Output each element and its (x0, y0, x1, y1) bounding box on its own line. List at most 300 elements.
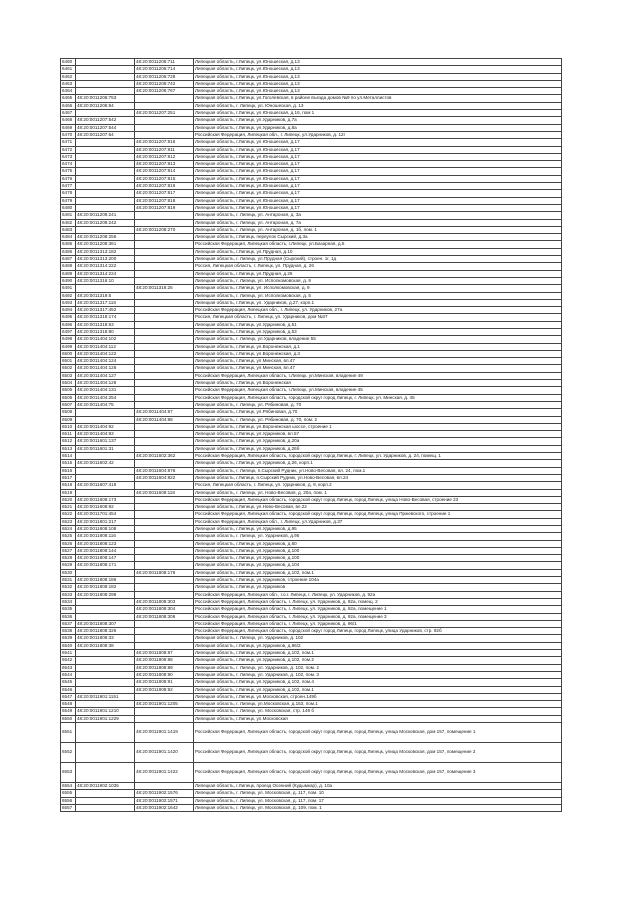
row-number-cell: 6539 (61, 635, 76, 642)
table-row (61, 234, 562, 241)
row-number-cell: 6542 (61, 657, 76, 664)
address-cell: Липецкая область, г. Липецк, ул. Московская, д. 117, пом. 17 (194, 797, 562, 804)
land-cadastral-cell (76, 190, 135, 197)
table-row (61, 256, 562, 263)
row-number-cell: 6491 (61, 285, 76, 292)
address-cell: Липецкая область, г.Липецк, ул.Ударников (194, 584, 562, 591)
address-cell: Липецкая область, г.Липецк, проезд Осенний (Кудымкар), д. 10а (194, 783, 562, 790)
row-number-cell: 6476 (61, 175, 76, 182)
building-cadastral-cell (135, 241, 194, 248)
row-number-cell: 6546 (61, 686, 76, 693)
address-cell: Липецкая область, г. Липецк, ул. Ударников, д.95 (194, 533, 562, 540)
address-cell: Липецкая область, г.Липецк, ул.Юношеская, д.17 (194, 175, 562, 182)
building-cadastral-cell (135, 482, 194, 489)
land-cadastral-cell: 48:20:0011602:42 (76, 460, 135, 467)
row-number-cell: 6506 (61, 394, 76, 401)
land-cadastral-cell: 48:20:0011317:118 (76, 299, 135, 306)
building-cadastral-cell: 48:20:0011404:88 (135, 416, 194, 423)
land-cadastral-cell: 48:20:0011404:122 (76, 350, 135, 357)
land-cadastral-cell: 48:20:0011208:242 (76, 219, 135, 226)
address-cell: Липецкая область, г.Липецк, ул.Юношеская, д.13 (194, 88, 562, 95)
table-row (61, 526, 562, 533)
land-cadastral-cell: 48:20:0011607:418 (76, 482, 135, 489)
row-number-cell: 6496 (61, 321, 76, 328)
table-row (61, 797, 562, 804)
building-cadastral-cell (135, 642, 194, 649)
row-number-cell: 6471 (61, 139, 76, 146)
building-cadastral-cell (135, 526, 194, 533)
land-cadastral-cell: 48:20:0011901:1210 (76, 708, 135, 715)
land-cadastral-cell: 48:20:0011902:1035 (76, 783, 135, 790)
land-cadastral-cell (76, 168, 135, 175)
table-row (61, 117, 562, 124)
land-cadastral-cell: 48:20:0011808:144 (76, 547, 135, 554)
address-cell: Липецкая область, г.Липецк, ул.Воронежская (194, 380, 562, 387)
row-number-cell: 6509 (61, 416, 76, 423)
building-cadastral-cell: 48:20:0011206:711 (135, 59, 194, 66)
address-cell: Липецкая область, г. Липецк, ул. Антароная, д. 1б, пом. 1 (194, 226, 562, 233)
land-cadastral-cell (76, 657, 135, 664)
land-cadastral-cell: 48:20:0011404:92 (76, 423, 135, 430)
table-row (61, 401, 562, 408)
address-cell: Липецкая область, г.Липецк, ул.Ударников, д.100 (194, 547, 562, 554)
land-cadastral-cell (76, 679, 135, 686)
table-row (61, 679, 562, 686)
table-row (61, 139, 562, 146)
table-row (61, 423, 562, 430)
row-number-cell: 6502 (61, 365, 76, 372)
table-row (61, 540, 562, 547)
building-cadastral-cell: 48:20:0011604:876 (135, 467, 194, 474)
building-cadastral-cell (135, 445, 194, 452)
land-cadastral-cell (76, 723, 135, 743)
address-cell: Липецкая область, г.Липецк, ул.Московская (194, 715, 562, 722)
address-cell: Липецкая область, г. Липецк, ул. Ударников, д. 102 (194, 635, 562, 642)
address-cell: Липецкая область, г.Липецк, ул.Юношеская, д.17 (194, 190, 562, 197)
land-cadastral-cell: 48:20:0011313:182 (76, 248, 135, 255)
row-number-cell: 6525 (61, 533, 76, 540)
land-cadastral-cell (76, 569, 135, 576)
table-row (61, 804, 562, 811)
address-cell: Липецкая область, г.Липецк, ул.Минская, вл.47 (194, 365, 562, 372)
row-number-cell: 6497 (61, 328, 76, 335)
table-row (61, 328, 562, 335)
row-number-cell: 6470 (61, 131, 76, 138)
table-row (61, 263, 562, 270)
row-number-cell: 6507 (61, 401, 76, 408)
table-row (61, 467, 562, 474)
row-number-cell: 6529 (61, 562, 76, 569)
table-row (61, 102, 562, 109)
land-cadastral-cell: 48:20:0011901:1229 (76, 715, 135, 722)
address-cell: Липецкая область, г.Липецк, ул.Рябиновая, д.70 (194, 409, 562, 416)
registry-table-body (61, 59, 562, 812)
table-row (61, 664, 562, 671)
address-cell: Российская Федерация, Липецкая обл., г. Липецк, ул.Ударников, д. 12г (194, 131, 562, 138)
address-cell: Липецкая область, г. Липецк, ул. Московская, д. 117, пом. 10 (194, 790, 562, 797)
building-cadastral-cell (135, 365, 194, 372)
building-cadastral-cell: 48:20:0011808:87 (135, 650, 194, 657)
building-cadastral-cell (135, 555, 194, 562)
land-cadastral-cell: 48:20:0011404:75 (76, 401, 135, 408)
row-number-cell: 6552 (61, 743, 76, 763)
address-cell: Липецкая область, г. Липецк, ул. Антароная, д. 3а (194, 212, 562, 219)
land-cadastral-cell: 48:20:0011601:31 (76, 445, 135, 452)
address-cell: Россия, Липецкая область, г. Липецк, ул. Прудная, д. 26 (194, 263, 562, 270)
land-cadastral-cell: 48:20:0011608:173 (76, 496, 135, 503)
building-cadastral-cell: 48:20:0011206:728 (135, 73, 194, 80)
building-cadastral-cell: 48:20:0011808:90 (135, 671, 194, 678)
table-row (61, 591, 562, 598)
building-cadastral-cell (135, 628, 194, 635)
building-cadastral-cell (135, 343, 194, 350)
row-number-cell: 6504 (61, 380, 76, 387)
address-cell: Российская Федерация, Липецкая область, городской округ город Липецк, г. Липецк, ул. Ударников, д. 24, помещ. 1 (194, 453, 562, 460)
building-cadastral-cell: 48:20:0011808:304 (135, 606, 194, 613)
row-number-cell: 6520 (61, 496, 76, 503)
row-number-cell: 6514 (61, 453, 76, 460)
land-cadastral-cell: 48:20:0011208:361 (76, 241, 135, 248)
land-cadastral-cell (76, 285, 135, 292)
building-cadastral-cell (135, 394, 194, 401)
building-cadastral-cell: 48:20:0011808:306 (135, 613, 194, 620)
row-number-cell: 6538 (61, 628, 76, 635)
address-cell: Липецкая область, г.Липецк, ул.Ударников, д.20а (194, 438, 562, 445)
land-cadastral-cell (76, 467, 135, 474)
row-number-cell: 6472 (61, 146, 76, 153)
row-number-cell: 6541 (61, 650, 76, 657)
address-cell: Российская Федерация, Липецкая область, г.Липецк, ул.Минская, владение 45 (194, 387, 562, 394)
building-cadastral-cell: 48:20:0011207:811 (135, 146, 194, 153)
building-cadastral-cell (135, 708, 194, 715)
row-number-cell: 6480 (61, 204, 76, 211)
land-cadastral-cell: 48:20:0011206:753 (76, 95, 135, 102)
address-cell: Липецкая область, г.Липецк, ул.Прудная, д.26 (194, 270, 562, 277)
land-cadastral-cell: 48:20:0011404:124 (76, 358, 135, 365)
table-row (61, 708, 562, 715)
address-cell: Россия, Липецкая область, г. Липецк, ул. Ударников, дом №37 (194, 314, 562, 321)
row-number-cell: 6479 (61, 197, 76, 204)
table-row (61, 73, 562, 80)
building-cadastral-cell: 48:20:0011901:1420 (135, 743, 194, 763)
row-number-cell: 6536 (61, 613, 76, 620)
address-cell: Липецкая область, г.Липецк, ул.Гоголевская, в районе въезда домов №9 по ул.Металлистов (194, 95, 562, 102)
building-cadastral-cell (135, 496, 194, 503)
row-number-cell: 6493 (61, 299, 76, 306)
land-cadastral-cell: 48:20:0011808:186 (76, 577, 135, 584)
building-cadastral-cell (135, 263, 194, 270)
address-cell: Российская Федерация, Липецкая область, городской округ город Липецк, город Липецк, улица Московская, дом 157, помещение 3 (194, 763, 562, 783)
address-cell: Липецкая область, г.Липецк, ул.Воронежская, д.3 (194, 350, 562, 357)
table-row (61, 175, 562, 182)
building-cadastral-cell (135, 562, 194, 569)
land-cadastral-cell: 48:20:0011808:116 (76, 533, 135, 540)
address-cell: Липецкая область, г. Липецк, ул.Прудная (Сырский), строен. 1г, 1д (194, 256, 562, 263)
row-number-cell: 6544 (61, 671, 76, 678)
address-cell: Липецкая область, г.Липецк, ул.Юношеская, д.13 (194, 66, 562, 73)
building-cadastral-cell: 48:20:0011901:1205 (135, 701, 194, 708)
address-cell: Липецкая область, г. Липецк, ул. Рябиновая, д. 70 (194, 401, 562, 408)
row-number-cell: 6465 (61, 95, 76, 102)
building-cadastral-cell (135, 438, 194, 445)
building-cadastral-cell (135, 95, 194, 102)
building-cadastral-cell (135, 124, 194, 131)
building-cadastral-cell: 48:20:0011902:1642 (135, 804, 194, 811)
land-cadastral-cell: 48:20:0011208:256 (76, 234, 135, 241)
row-number-cell: 6486 (61, 248, 76, 255)
address-cell: Липецкая область, г. Липецк, ул. Юношеская, д. 13 (194, 102, 562, 109)
table-row (61, 204, 562, 211)
table-row (61, 628, 562, 635)
land-cadastral-cell (76, 701, 135, 708)
building-cadastral-cell: 48:20:0011808:176 (135, 569, 194, 576)
row-number-cell: 6543 (61, 664, 76, 671)
row-number-cell: 6462 (61, 73, 76, 80)
land-cadastral-cell (76, 489, 135, 496)
address-cell: Липецкая область, г.Липецк, ул.Ново-Весовая, вл.22 (194, 504, 562, 511)
table-row (61, 715, 562, 722)
address-cell: Липецкая область, г. Липецк, ул. Рябиновая, д. 70, пом. 2 (194, 416, 562, 423)
land-cadastral-cell: 48:20:0011319:5 (76, 292, 135, 299)
row-number-cell: 6548 (61, 701, 76, 708)
building-cadastral-cell (135, 212, 194, 219)
row-number-cell: 6519 (61, 489, 76, 496)
row-number-cell: 6498 (61, 336, 76, 343)
table-row (61, 701, 562, 708)
table-row (61, 314, 562, 321)
building-cadastral-cell: 48:20:0011602:362 (135, 453, 194, 460)
land-cadastral-cell (76, 161, 135, 168)
table-row (61, 394, 562, 401)
building-cadastral-cell: 48:20:0011207:816 (135, 139, 194, 146)
row-number-cell: 6478 (61, 190, 76, 197)
building-cadastral-cell (135, 387, 194, 394)
table-row (61, 95, 562, 102)
address-cell: Липецкая область, г.Липецк, ул.Юношеская, д.17 (194, 197, 562, 204)
land-cadastral-cell: 48:20:0011808:298 (76, 591, 135, 598)
land-cadastral-cell: 48:20:0011808:147 (76, 555, 135, 562)
table-row (61, 547, 562, 554)
address-cell: Липецкая область, г.Липецк, ул.Ударников, д.100 (194, 555, 562, 562)
table-row (61, 350, 562, 357)
address-cell: Российская Федерация, Липецкая обл., г.о.г. Липецк, г. Липецк, ул. Ударников, д. 92а (194, 591, 562, 598)
row-number-cell: 6549 (61, 708, 76, 715)
table-row (61, 358, 562, 365)
table-row (61, 650, 562, 657)
building-cadastral-cell (135, 219, 194, 226)
table-row (61, 380, 562, 387)
table-row (61, 285, 562, 292)
row-number-cell: 6555 (61, 790, 76, 797)
land-cadastral-cell: 48:20:0011404:112 (76, 343, 135, 350)
land-cadastral-cell (76, 73, 135, 80)
address-cell: Липецкая область, г. Липецк, ул. Московская, д. 109, пом. 1 (194, 804, 562, 811)
land-cadastral-cell: 48:20:0011316:10 (76, 277, 135, 284)
row-number-cell: 6485 (61, 241, 76, 248)
registry-table (60, 58, 562, 812)
building-cadastral-cell (135, 270, 194, 277)
row-number-cell: 6487 (61, 256, 76, 263)
table-row (61, 635, 562, 642)
land-cadastral-cell: 48:20:0011701:454 (76, 511, 135, 518)
row-number-cell: 6483 (61, 226, 76, 233)
table-row (61, 416, 562, 423)
row-number-cell: 6477 (61, 183, 76, 190)
table-row (61, 598, 562, 605)
land-cadastral-cell: 48:20:0011314:222 (76, 263, 135, 270)
land-cadastral-cell (76, 80, 135, 87)
land-cadastral-cell: 48:20:0011808:171 (76, 562, 135, 569)
land-cadastral-cell (76, 66, 135, 73)
building-cadastral-cell (135, 518, 194, 525)
table-row (61, 66, 562, 73)
land-cadastral-cell (76, 650, 135, 657)
row-number-cell: 6531 (61, 577, 76, 584)
address-cell: Липецкая область, г. Липецк, ул. Ударников, д. 102, пом. 3 (194, 671, 562, 678)
row-number-cell: 6475 (61, 168, 76, 175)
address-cell: Липецкая область, г.Липецк, ул.Ударников, д.7а (194, 117, 562, 124)
row-number-cell: 6510 (61, 423, 76, 430)
table-row (61, 790, 562, 797)
building-cadastral-cell: 48:20:0011207:816 (135, 183, 194, 190)
building-cadastral-cell: 48:20:0011902:1571 (135, 797, 194, 804)
row-number-cell: 6461 (61, 66, 76, 73)
address-cell: Российская Федерация, Липецкая область, городской округ город Липецк, город Липецк, улица Пржевского, строение 1 (194, 511, 562, 518)
address-cell: Липецкая область, г.Липецк, ул.Воронежская шоссе, строение 1 (194, 423, 562, 430)
land-cadastral-cell (76, 671, 135, 678)
land-cadastral-cell (76, 146, 135, 153)
building-cadastral-cell (135, 248, 194, 255)
table-row (61, 248, 562, 255)
row-number-cell: 6503 (61, 372, 76, 379)
table-row (61, 59, 562, 66)
land-cadastral-cell: 48:20:0011314:224 (76, 270, 135, 277)
building-cadastral-cell: 48:20:0011207:815 (135, 175, 194, 182)
land-cadastral-cell: 48:20:0011207:64 (76, 131, 135, 138)
row-number-cell: 6495 (61, 314, 76, 321)
building-cadastral-cell: 48:20:0011608:118 (135, 489, 194, 496)
table-row (61, 131, 562, 138)
land-cadastral-cell: 48:20:0011404:131 (76, 387, 135, 394)
land-cadastral-cell: 48:20:0011808:326 (76, 628, 135, 635)
building-cadastral-cell: 48:20:0011207:819 (135, 204, 194, 211)
land-cadastral-cell: 48:20:0011206:84 (76, 102, 135, 109)
row-number-cell: 6530 (61, 569, 76, 576)
building-cadastral-cell (135, 292, 194, 299)
row-number-cell: 6554 (61, 783, 76, 790)
building-cadastral-cell: 48:20:0011902:1576 (135, 790, 194, 797)
address-cell: Российская Федерация, Липецкая область, г. Липецк, ул. Ударников, д. 92а, помещение 1 (194, 606, 562, 613)
building-cadastral-cell (135, 277, 194, 284)
row-number-cell: 6535 (61, 606, 76, 613)
land-cadastral-cell: 48:20:0011404:126 (76, 365, 135, 372)
address-cell: Липецкая область, г.Липецк, ул.Ударников, д.102, пом.4 (194, 679, 562, 686)
land-cadastral-cell (76, 175, 135, 182)
building-cadastral-cell: 48:20:0011404:87 (135, 409, 194, 416)
land-cadastral-cell: 48:20:0011901:1151 (76, 693, 135, 700)
row-number-cell: 6492 (61, 292, 76, 299)
row-number-cell: 6521 (61, 504, 76, 511)
land-cadastral-cell (76, 686, 135, 693)
land-cadastral-cell (76, 409, 135, 416)
row-number-cell: 6508 (61, 409, 76, 416)
land-cadastral-cell: 48:20:0011208:241 (76, 212, 135, 219)
address-cell: Липецкая область, г.Липецк, ул.Ударников, д.95 (194, 526, 562, 533)
table-row (61, 307, 562, 314)
land-cadastral-cell (76, 598, 135, 605)
building-cadastral-cell (135, 234, 194, 241)
table-row (61, 183, 562, 190)
building-cadastral-cell (135, 693, 194, 700)
table-row (61, 241, 562, 248)
row-number-cell: 6515 (61, 460, 76, 467)
row-number-cell: 6501 (61, 358, 76, 365)
table-row (61, 504, 562, 511)
address-cell: Российская Федерация, Липецкая область, городской округ город Липецк, город Липецк, улица Ново-Весовая, строение 23 (194, 496, 562, 503)
table-row (61, 343, 562, 350)
table-row (61, 110, 562, 117)
land-cadastral-cell: 48:20:0011317:452 (76, 307, 135, 314)
table-row (61, 511, 562, 518)
table-row (61, 168, 562, 175)
building-cadastral-cell (135, 102, 194, 109)
table-row (61, 153, 562, 160)
row-number-cell: 6466 (61, 102, 76, 109)
building-cadastral-cell (135, 256, 194, 263)
building-cadastral-cell: 48:20:0011206:767 (135, 88, 194, 95)
land-cadastral-cell: 48:20:0011207:544 (76, 124, 135, 131)
building-cadastral-cell: 48:20:0011808:303 (135, 598, 194, 605)
table-row (61, 299, 562, 306)
building-cadastral-cell (135, 783, 194, 790)
table-row (61, 562, 562, 569)
table-row (61, 620, 562, 627)
address-cell: Липецкая область, г.Липецк, ул.Юношеская, д.17 (194, 153, 562, 160)
table-row (61, 409, 562, 416)
address-cell: Липецкая область, г.Липецк, ул.Ударников, д.102, пом.1 (194, 650, 562, 657)
building-cadastral-cell (135, 401, 194, 408)
table-row (61, 743, 562, 763)
address-cell: Липецкая область, г. Липецк, ул. Антароная, д. 7а (194, 219, 562, 226)
table-row (61, 88, 562, 95)
building-cadastral-cell (135, 460, 194, 467)
address-cell: Липецкая область, г.Липецк, ул.Ударников, вл.57 (194, 431, 562, 438)
address-cell: Липецкая область, г.Липецк, ул. Ударников, д.27, корп.1 (194, 299, 562, 306)
table-row (61, 613, 562, 620)
building-cadastral-cell (135, 504, 194, 511)
building-cadastral-cell (135, 533, 194, 540)
building-cadastral-cell (135, 358, 194, 365)
address-cell: Липецкая область, г.Липецк, ул.Юношеская, д.17 (194, 139, 562, 146)
table-row (61, 431, 562, 438)
building-cadastral-cell (135, 314, 194, 321)
row-number-cell: 6537 (61, 620, 76, 627)
land-cadastral-cell: 48:20:0011608:92 (76, 504, 135, 511)
row-number-cell: 6511 (61, 431, 76, 438)
building-cadastral-cell (135, 307, 194, 314)
address-cell: Липецкая область, г.Липецк, ул.Ударников, д.26, корп.1 (194, 460, 562, 467)
row-number-cell: 6556 (61, 797, 76, 804)
address-cell: Липецкая область, г.Липецк, переулок Сырский, д.3а (194, 234, 562, 241)
address-cell: Липецкая область, г.Липецк, ул.Ударников, д.60 (194, 540, 562, 547)
row-number-cell: 6473 (61, 153, 76, 160)
land-cadastral-cell (76, 139, 135, 146)
row-number-cell: 6551 (61, 723, 76, 743)
table-row (61, 642, 562, 649)
row-number-cell: 6500 (61, 350, 76, 357)
building-cadastral-cell (135, 117, 194, 124)
address-cell: Липецкая область, г.Липецк, ул.Юношеская, д.16, пом 1 (194, 110, 562, 117)
